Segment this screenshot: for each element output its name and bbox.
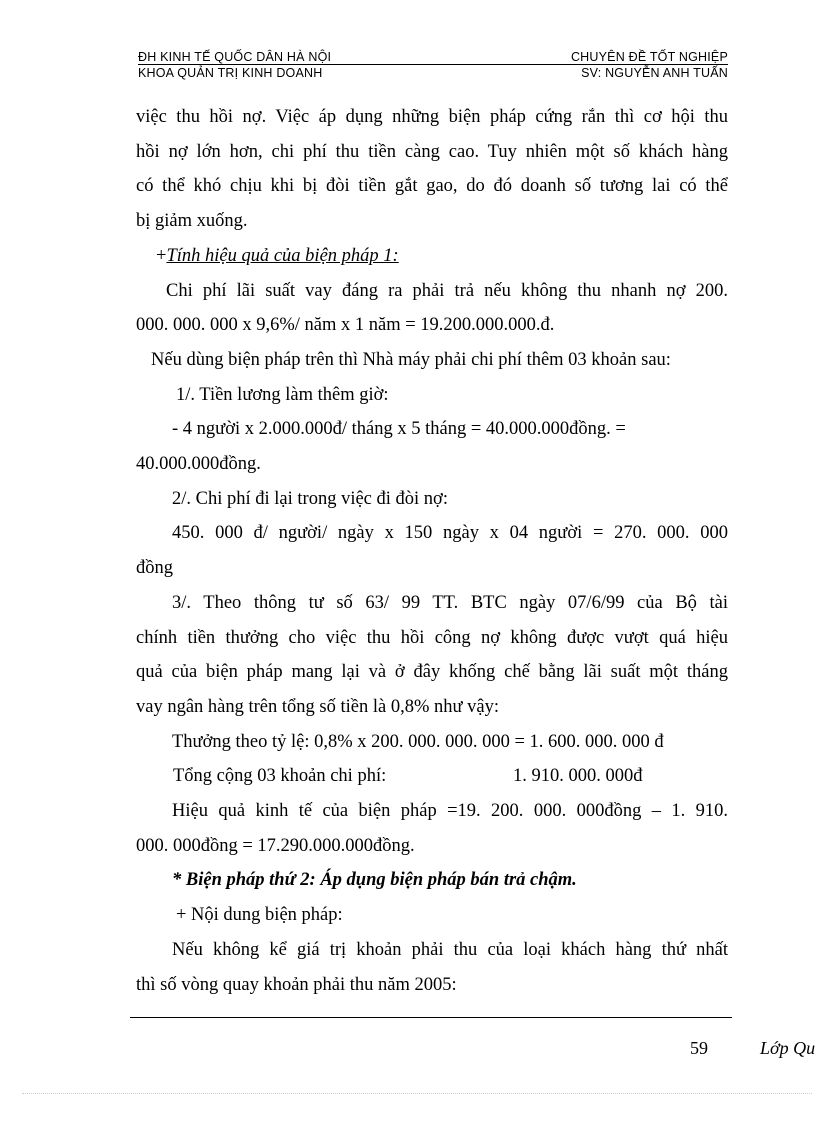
heading-measure-2: * Biện pháp thứ 2: Áp dụng biện pháp bán trả chậm. [172, 870, 577, 891]
header-rule [138, 64, 728, 65]
para-9: Thưởng theo tỷ lệ: 0,8% x 200. 000. 000. 000 = 1. 600. 000. 000 đ [172, 731, 664, 752]
header-top-row [138, 50, 728, 64]
para-6: 2/. Chi phí đi lại trong việc đi đòi nợ: [172, 488, 448, 509]
para-8-line-2: chính tiền thưởng cho việc thu hồi công nợ không được vượt quá hiệu [136, 627, 728, 648]
heading-efficiency-1 [136, 239, 728, 274]
para-5-line-1: - 4 người x 2.000.000đ/ tháng x 5 tháng = 40.000.000đồng. = [172, 419, 626, 440]
para-5-line-2: 40.000.000đồng. [136, 454, 261, 475]
footer-rule [130, 1017, 732, 1018]
header-bottom-row [138, 66, 728, 80]
heading-efficiency-1-text: Tính hiệu quả của biện pháp 1: [166, 245, 399, 266]
para-3: Nếu dùng biện pháp trên thì Nhà máy phải chi phí thêm 03 khoản sau: [151, 349, 671, 370]
para-10-label: Tổng cộng 03 khoản chi phí: [173, 766, 387, 787]
para-13-line-2: thì số vòng quay khoản phải thu năm 2005: [136, 974, 457, 995]
para-13-line-1: Nếu không kể giá trị khoản phải thu của loại khách hàng thứ nhất [172, 939, 728, 960]
page-bottom-dotted-line [22, 1093, 812, 1094]
para-2-line-1: Chi phí lãi suất vay đáng ra phải trả nếu không thu nhanh nợ 200. [166, 280, 728, 301]
para-1-line-3: có thể khó chịu khi bị đòi tiền gắt gao, do đó doanh số tương lai có thể [136, 176, 728, 197]
heading-efficiency-1-prefix: + [156, 245, 167, 266]
para-11-line-1: Hiệu quả kinh tế của biện pháp =19. 200. 000. 000đồng – 1. 910. [172, 801, 728, 822]
page-body [136, 100, 728, 1002]
university-name: ĐH KINH TẾ QUỐC DÂN HÀ NỘI [138, 50, 332, 64]
para-4: 1/. Tiền lương làm thêm giờ: [176, 384, 389, 405]
faculty-name: KHOA QUẢN TRỊ KINH DOANH [138, 66, 323, 80]
page-number: 59 [690, 1038, 708, 1058]
para-11-line-2: 000. 000đồng = 17.290.000.000đồng. [136, 835, 415, 856]
para-12: + Nội dung biện pháp: [176, 905, 343, 926]
para-7-line-2: đồng [136, 558, 173, 579]
para-1-line-2: hồi nợ lớn hơn, chi phí thu tiền càng cao. Tuy nhiên một số khách hàng [136, 141, 728, 162]
para-1-line-1: việc thu hồi nợ. Việc áp dụng những biện pháp cứng rắn thì cơ hội thu [136, 107, 728, 127]
student-name: SV: NGUYỄN ANH TUẤN [581, 66, 728, 80]
para-8-line-3: quả của biện pháp mang lại và ở đây khống chế bằng lãi suất một tháng [136, 662, 728, 683]
para-10 [136, 759, 728, 794]
para-8-line-1: 3/. Theo thông tư số 63/ 99 TT. BTC ngày 07/6/99 của Bộ tài [172, 592, 728, 613]
para-1-line-4: bị giảm xuống. [136, 211, 248, 232]
para-2-line-2: 000. 000. 000 x 9,6%/ năm x 1 năm = 19.200.000.000.đ. [136, 315, 555, 336]
para-10-value: 1. 910. 000. 000đ [513, 766, 643, 787]
para-7-line-1: 450. 000 đ/ người/ ngày x 150 ngày x 04 người = 270. 000. 000 [172, 523, 728, 544]
document-type: CHUYÊN ĐỀ TỐT NGHIỆP [570, 50, 728, 64]
footer-class-label: Lớp Qu [760, 1038, 816, 1058]
para-8-line-4: vay ngân hàng trên tổng số tiền là 0,8% như vậy: [136, 696, 499, 717]
